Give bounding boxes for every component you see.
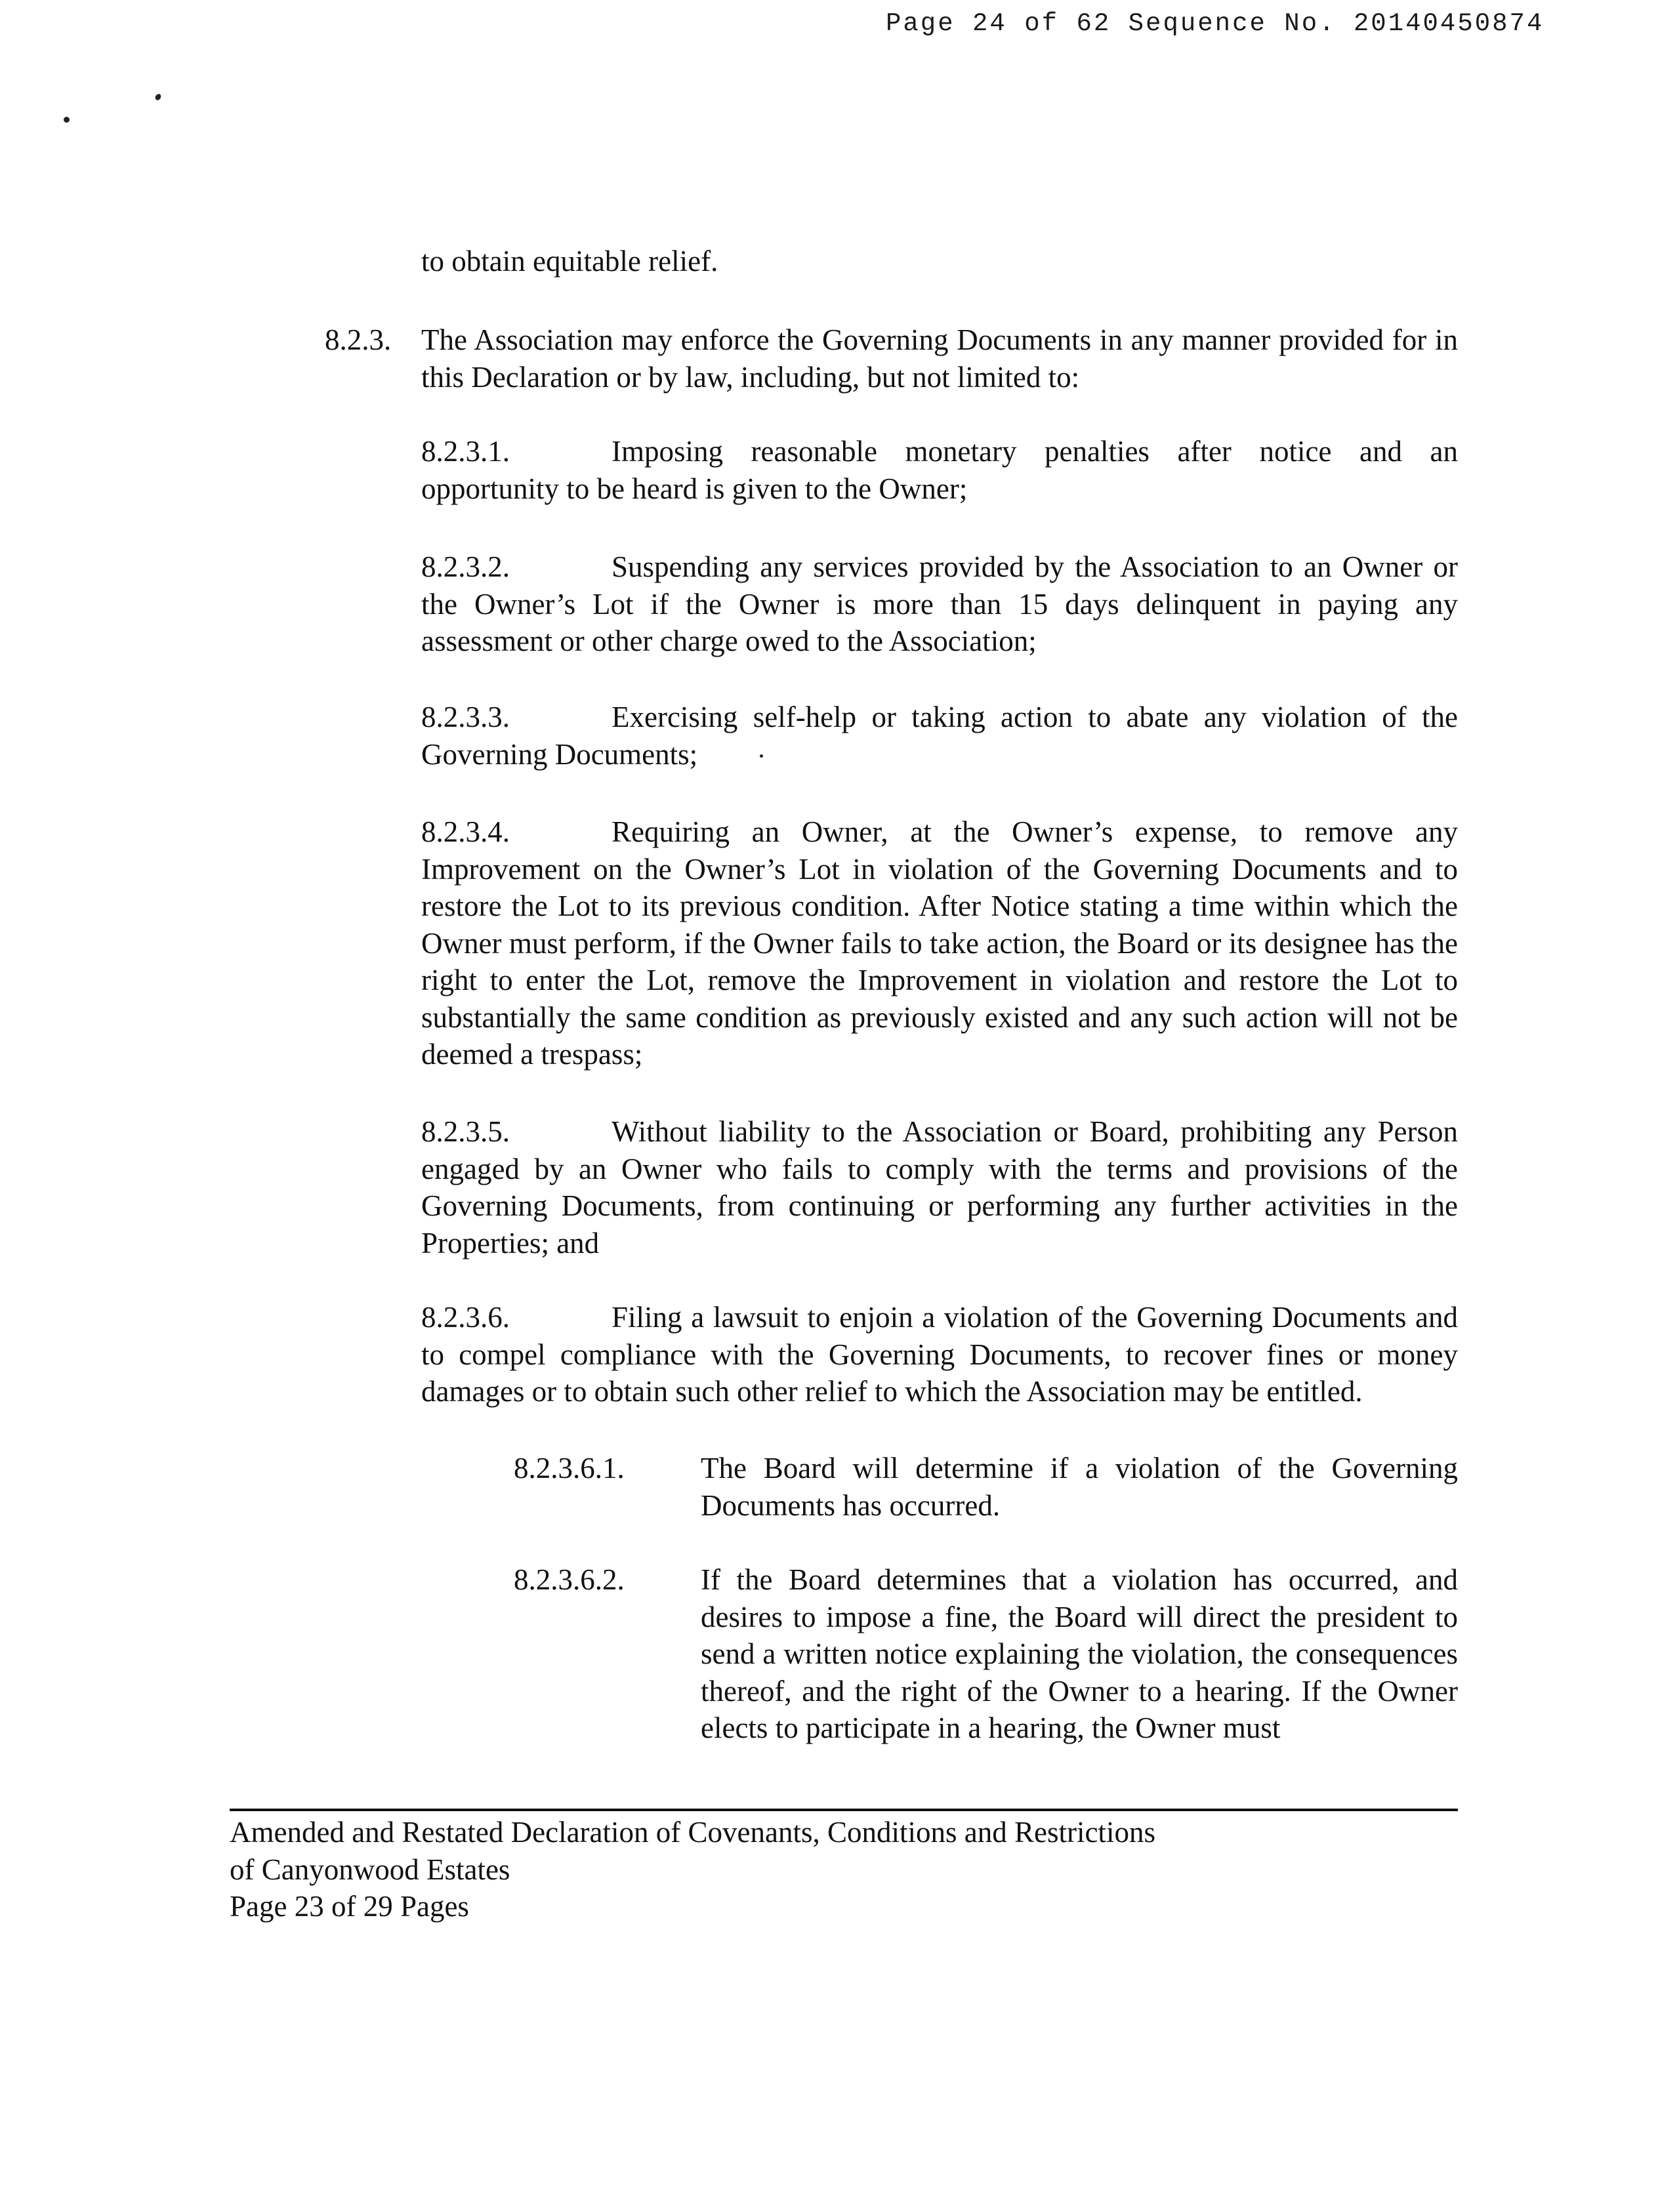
footer-title-line: Amended and Restated Declaration of Covenants, Conditions and Restrictions [230, 1816, 1155, 1849]
subsection-number: 8.2.3.1. [421, 435, 510, 468]
scan-speck [64, 117, 70, 123]
scan-speck [154, 93, 162, 102]
subsection-number: 8.2.3.6. [421, 1301, 510, 1334]
section-number: 8.2.3. [325, 323, 392, 356]
subsection-8-2-3-6 [421, 1299, 1458, 1410]
subsection-text: Requiring an Owner, at the Owner’s expense, to remove any Improvement on the Owner’s Lot in violation of the Governing Documents and to restore the Lot to its previous condition. After Notice stating a time within which the Owner must perform, if the Owner fails to take action, the Board or its designee has the right to enter the Lot, remove the Improvement in violation and restore the Lot to substantially the same condition as previously existed and any such action will not be deemed a trespass; [421, 815, 1458, 1071]
subsection-text: Without liability to the Association or Board, prohibiting any Person engaged by an Owner who fails to comply with the terms and provisions of the Governing Documents, from continuing or performing any further activities in the Properties; and [421, 1115, 1458, 1260]
subsection-number: 8.2.3.5. [421, 1115, 510, 1148]
footer-page-number: Page 23 of 29 Pages [230, 1890, 469, 1923]
intro-line: to obtain equitable relief. [421, 245, 718, 277]
subsection-8-2-3-3 [421, 699, 1458, 773]
subsection-text: If the Board determines that a violation has occurred, and desires to impose a fine, the Board will direct the president to send a written notice explaining the violation, the consequences thereof, and the right of the Owner to a hearing. If the Owner elects to participate in a hearing, the Owner must [701, 1563, 1458, 1744]
recording-page-stamp: Page 24 of 62 Sequence No. 20140450874 [886, 9, 1544, 38]
section-text: The Association may enforce the Governing Documents in any manner provided for in this Declaration or by law, including, but not limited to: [421, 323, 1458, 394]
subsection-text: Exercising self-help or taking action to abate any violation of the Governing Documents; [421, 701, 1458, 771]
subsection-8-2-3-2 [421, 548, 1458, 660]
footer-divider [230, 1809, 1458, 1811]
footer-subtitle-line: of Canyonwood Estates [230, 1853, 510, 1886]
subsection-number: 8.2.3.2. [421, 550, 510, 583]
subsection-number: 8.2.3.4. [421, 815, 510, 848]
subsection-text: The Board will determine if a violation of the Governing Documents has occurred. [701, 1452, 1458, 1522]
subsection-number: 8.2.3.6.2. [514, 1563, 625, 1596]
subsection-text: Imposing reasonable monetary penalties after notice and an opportunity to be heard is given to the Owner; [421, 435, 1458, 505]
subsection-text: Filing a lawsuit to enjoin a violation of the Governing Documents and to compel compliance with the Governing Documents, to recover fines or money damages or to obtain such other relief to which the Association may be entitled. [421, 1301, 1458, 1408]
subsection-8-2-3-1 [421, 433, 1458, 507]
subsection-8-2-3-5 [421, 1113, 1458, 1261]
document-footer [230, 1814, 1476, 1925]
subsection-8-2-3-4 [421, 813, 1458, 1073]
subsection-text: Suspending any services provided by the Association to an Owner or the Owner’s Lot if the Owner is more than 15 days delinquent in paying any assessment or other charge owed to the Association; [421, 550, 1458, 657]
subsection-number: 8.2.3.6.1. [514, 1452, 625, 1485]
subsection-number: 8.2.3.3. [421, 701, 510, 733]
